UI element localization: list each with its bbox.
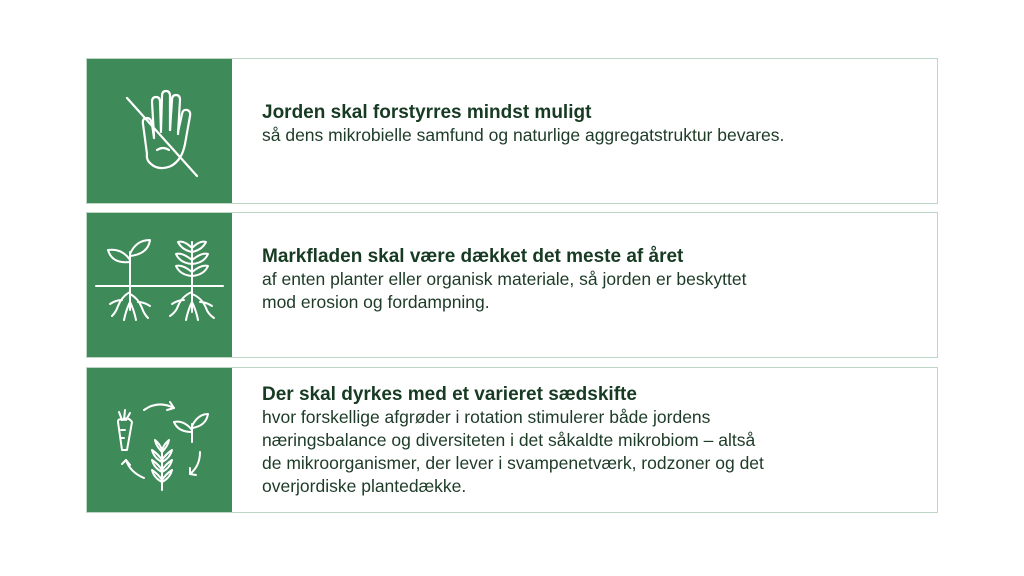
icon-panel [87,59,232,203]
icon-panel [87,213,232,357]
principle-title: Jorden skal forstyrres mindst muligt [262,102,592,123]
principle-card-crop-rotation [86,367,938,513]
principle-text [232,368,784,512]
principle-text [232,45,804,203]
principle-description: af enten planter eller organisk materiale, så jorden er beskyttet mod erosion og fordampning. [262,268,747,312]
principle-card-soil-cover [86,212,938,358]
principle-description: så dens mikrobielle samfund og naturlige aggregatstruktur bevares. [262,125,785,145]
principle-text [232,201,766,357]
plants-with-roots-icon [92,230,227,340]
principle-card-minimal-disturbance [86,58,938,204]
principle-title: Markfladen skal være dækket det meste af året [262,245,684,267]
no-touch-hand-icon [105,76,215,186]
icon-panel [87,368,232,512]
crop-rotation-icon [100,380,220,500]
principle-title: Der skal dyrkes med et varieret sædskifte [262,383,637,405]
principle-description: hvor forskellige afgrøder i rotation stimulerer både jordens næringsbalance og diversiteten i det såkaldte mikrobiom – altså de mikroorganismer, der lever i svampenetværk, rodzoner og det overjordiske plantedække. [262,406,764,496]
